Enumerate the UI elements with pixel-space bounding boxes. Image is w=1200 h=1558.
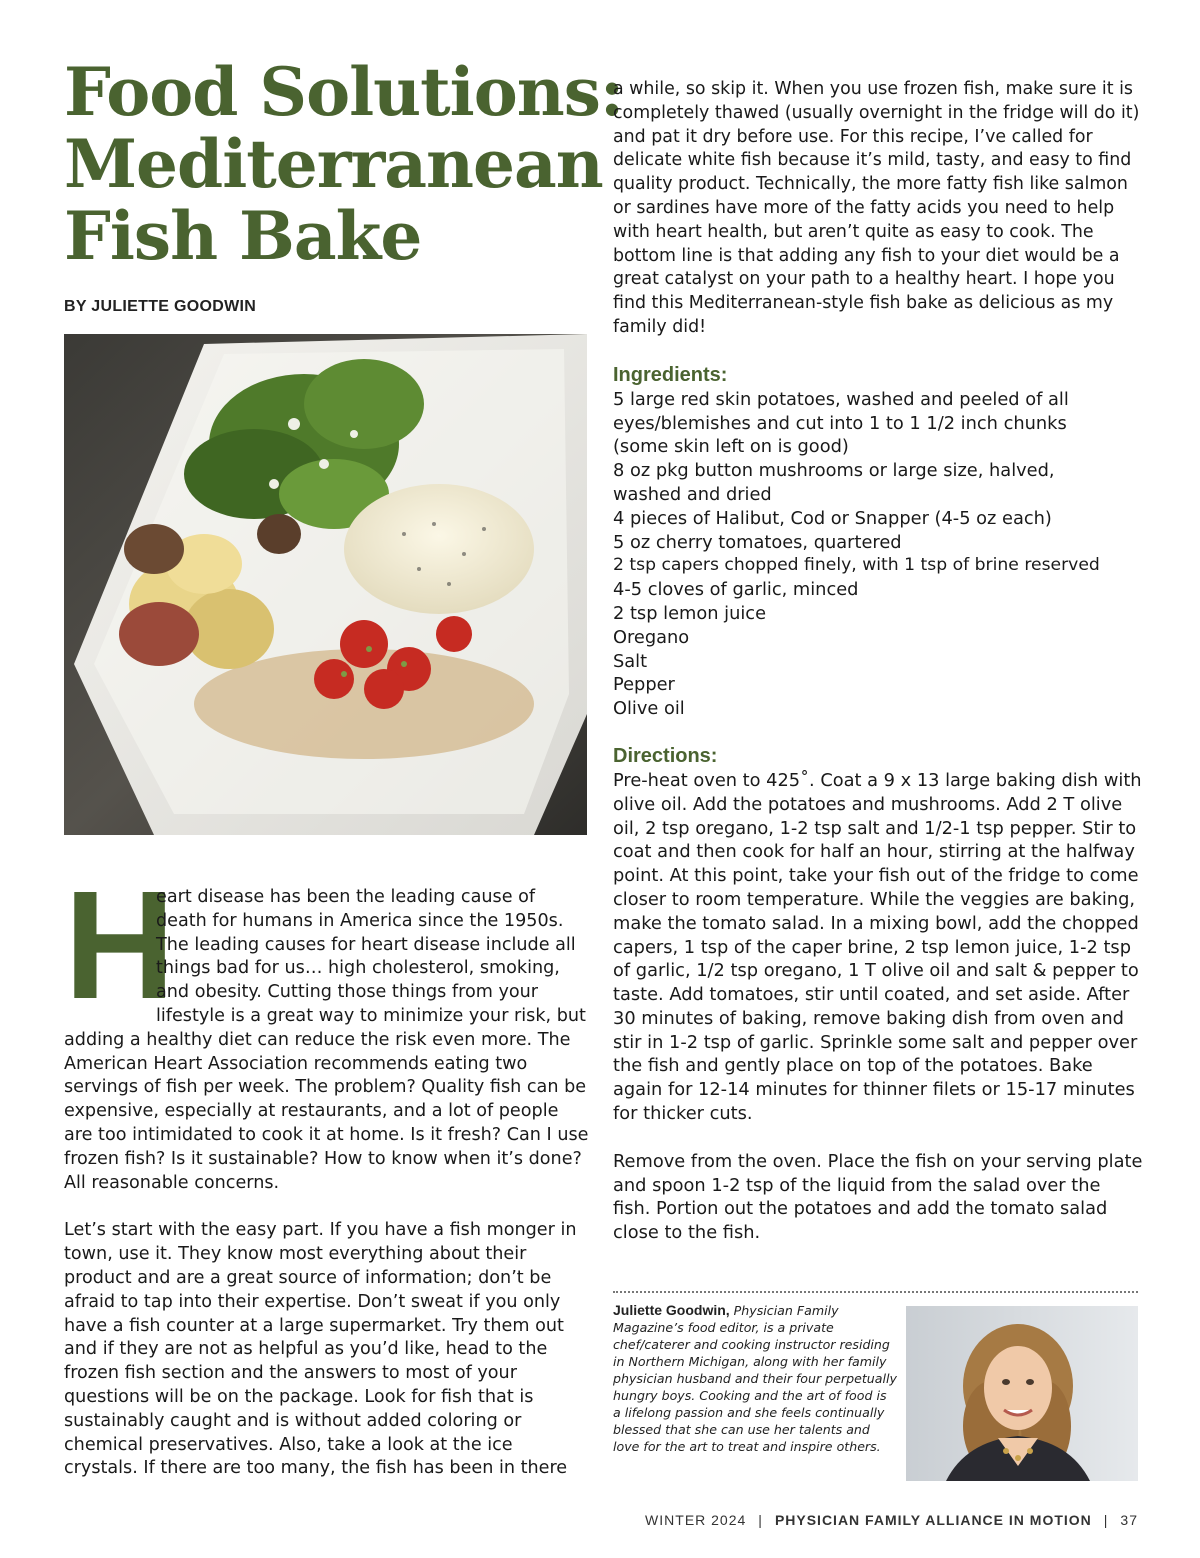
footer-separator: | bbox=[1103, 1512, 1109, 1528]
ingredient-line: 8 oz pkg button mushrooms or large size, halved, bbox=[613, 460, 1055, 482]
continued-paragraph: a while, so skip it. When you use frozen fish, make sure it is completely thawed (usually overnight in the fridge will do it) and pat it dry before use. For this recipe, I’ve called for delicate white fish because it’s mild, tasty, and easy to find quality product. Technically, the more fatty fish like salmon or sardines have more of the fatty acids you need to help with heart health, but aren’t quite as easy to cook. The bottom line is that adding any fish to your diet would be a great catalyst on your path to a healthy heart. I hope you find this Mediterranean-style fish bake as delicious as my family did! bbox=[613, 79, 1140, 337]
fish-bake-plate-image bbox=[64, 334, 587, 835]
ingredient-line: Pepper bbox=[613, 674, 675, 696]
ingredient-line: 4 pieces of Halibut, Cod or Snapper (4-5 oz each) bbox=[613, 507, 1052, 529]
ingredient-line: washed and dried bbox=[613, 483, 772, 505]
publication-name: PHYSICIAN FAMILY ALLIANCE IN MOTION bbox=[774, 1512, 1092, 1528]
directions-step-2: Remove from the oven. Place the fish on your serving plate and spoon 1-2 tsp of the liquid from the salad over the fish. Portion out the potatoes and add the tomato salad close to the fish. bbox=[613, 1150, 1143, 1244]
ingredient-line: Salt bbox=[613, 650, 648, 672]
directions-step-1: Pre-heat oven to 425˚. Coat a 9 x 13 large baking dish with olive oil. Add the potatoes and mushrooms. Add 2 T olive oil, 2 tsp oregano, 1-2 tsp salt and 1/2-1 tsp pepper. Stir to coat and then cook for half an hour, stirring at the halfway point. At this point, take your fish out of the fridge to come closer to room temperature. While the veggies are baking, make the tomato salad. In a mixing bowl, add the chopped capers, 1 tsp of the caper brine, 2 tsp lemon juice, 1-2 tsp of garlic, 1/2 tsp oregano, 1 T olive oil and salt & pepper to taste. Add tomatoes, stir until coated, and set aside. After 30 minutes of baking, remove baking dish from oven and stir in 1-2 tsp of garlic. Sprinkle some salt and pepper over the fish and gently place on top of the potatoes. Bake again for 12-14 minutes for thinner filets or 15-17 minutes for thicker cuts. bbox=[613, 769, 1142, 1125]
author-photo bbox=[906, 1306, 1138, 1481]
title-block bbox=[64, 53, 624, 316]
issue-label: WINTER 2024 bbox=[645, 1512, 747, 1528]
footer-separator: | bbox=[758, 1512, 763, 1528]
directions-heading: Directions: bbox=[613, 744, 718, 767]
ingredient-line: eyes/blemishes and cut into 1 to 1 1/2 inch chunks bbox=[613, 412, 1067, 434]
article-body-left bbox=[64, 859, 590, 1481]
ingredients-list bbox=[613, 388, 1143, 721]
author-divider bbox=[613, 1291, 1138, 1293]
author-bio-text: Physician Family Magazine’s food editor, is a private chef/caterer and cooking instructor residing in Northern Michigan, along with her family physician husband and their four perpetually hungry boys. Cooking and the art of food is a lifelong passion and she feels continually blessed that she can use her talents and love for the art to treat and inspire others. bbox=[613, 1303, 897, 1454]
author-name: Juliette Goodwin, bbox=[613, 1302, 730, 1318]
author-portrait-image bbox=[906, 1306, 1138, 1481]
second-paragraph: Let’s start with the easy part. If you have a fish monger in town, use it. They know most everything about their product and are a great source of information; don’t be afraid to tap into their expertise. Don’t sweat if you only have a fish counter at a large supermarket. Try them out and if they are not as helpful as you’d like, head to the frozen fish section and the answers to most of your questions will be on the package. Look for fish that is sustainably caught and is without added coloring or chemical preservatives. Also, take a look at the ice crystals. If there are too many, the fish has been in there bbox=[64, 1220, 577, 1479]
ingredient-line: 5 oz cherry tomatoes, quartered bbox=[613, 531, 902, 553]
ingredient-line: 5 large red skin potatoes, washed and peeled of all bbox=[613, 388, 1069, 410]
food-photo bbox=[64, 334, 587, 835]
drop-cap: H bbox=[64, 859, 176, 1031]
author-bio bbox=[613, 1302, 898, 1455]
page-number: 37 bbox=[1120, 1512, 1138, 1528]
title-line-1: Food Solutions: bbox=[64, 53, 624, 131]
article-body-right bbox=[613, 78, 1143, 1245]
ingredient-line: 4-5 cloves of garlic, minced bbox=[613, 579, 859, 601]
ingredient-line: Olive oil bbox=[613, 698, 685, 720]
page-title bbox=[64, 53, 624, 275]
title-line-3: Fish Bake bbox=[64, 197, 422, 275]
ingredient-line: 2 tsp lemon juice bbox=[613, 602, 767, 624]
ingredient-line: 2 tsp capers chopped finely, with 1 tsp of brine reserved bbox=[613, 555, 1100, 576]
ingredient-line: Oregano bbox=[613, 626, 690, 648]
ingredients-heading: Ingredients: bbox=[613, 363, 728, 386]
byline: BY JULIETTE GOODWIN bbox=[64, 298, 257, 315]
ingredient-line: (some skin left on is good) bbox=[613, 436, 849, 458]
page-footer bbox=[645, 1512, 1138, 1528]
intro-paragraph: eart disease has been the leading cause of death for humans in America since the 1950s. The leading causes for heart disease include all things bad for us… high cholesterol, smoking, and obesity. Cutting those things from your lifestyle is a great way to minimize your risk, but adding a healthy diet can reduce the risk even more. The American Heart Association recommends eating two servings of fish per week. The problem? Quality fish can be expensive, especially at restaurants, and a lot of people are too intimidated to cook it at home. Is it fresh? Can I use frozen fish? Is it sustainable? How to know when it’s done? All reasonable concerns. bbox=[64, 887, 589, 1193]
title-line-2: Mediterranean bbox=[64, 125, 603, 203]
